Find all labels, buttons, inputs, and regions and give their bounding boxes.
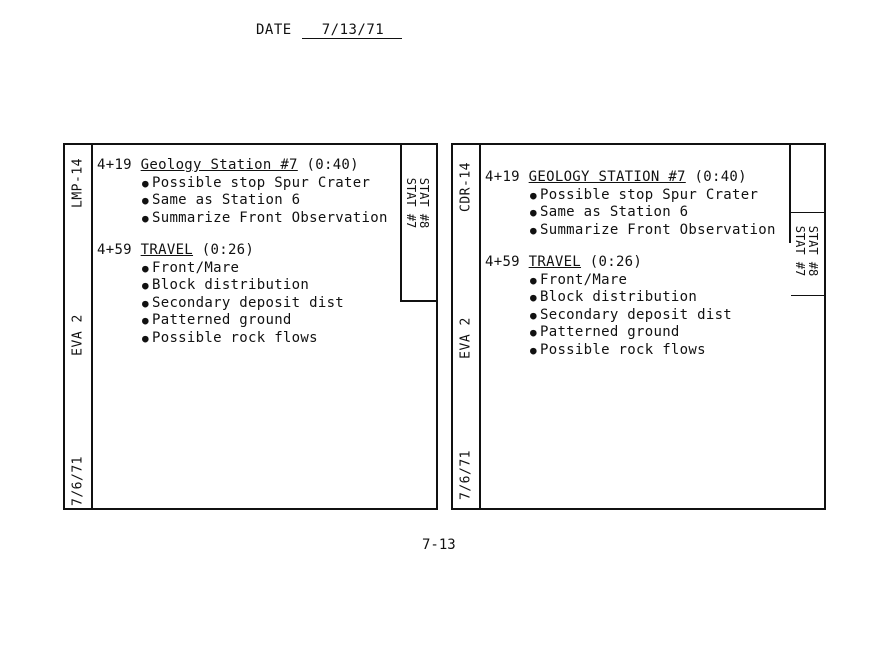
checklist-content [97, 157, 400, 362]
bullet-dot-icon: ● [530, 291, 537, 304]
list-item: ● Front/Mare [142, 259, 240, 276]
list-item: ● Possible stop Spur Crater [142, 174, 371, 191]
entry-title: TRAVEL [140, 242, 194, 258]
list-item: ● Same as Station 6 [530, 204, 689, 220]
list-item: ● Block distribution [142, 277, 310, 293]
checklist-content [485, 169, 788, 374]
station-tab [400, 145, 436, 302]
entry-duration: (0:26) [589, 254, 643, 270]
station-tab-label-8: STAT #8 [806, 225, 820, 277]
bullet-dot-icon: ● [142, 314, 149, 327]
bullet-dot-icon: ● [530, 343, 537, 357]
list-item: ● Possible rock flows [142, 329, 318, 346]
bullet-dot-icon: ● [530, 308, 537, 322]
station-tab-label-7: STAT #7 [793, 225, 807, 277]
entry-time: 4+19 [97, 157, 132, 173]
list-item: ● Summarize Front Observation [530, 221, 776, 238]
entry-title: TRAVEL [528, 254, 582, 270]
list-item: ● Possible rock flows [530, 341, 706, 358]
list-item: ● Block distribution [530, 289, 698, 305]
bullet-dot-icon: ● [530, 326, 537, 339]
list-item: ● Patterned ground [530, 324, 680, 340]
station-tab-label-7: STAT #7 [404, 177, 418, 229]
cdr-checklist-card [451, 143, 826, 510]
entry-duration: (0:26) [201, 242, 255, 258]
eva-label: EVA 2 [70, 314, 86, 356]
bullet-dot-icon: ● [530, 273, 537, 287]
station-tab-label-8: STAT #8 [417, 177, 431, 229]
entry-time: 4+59 [485, 254, 520, 270]
bullet-dot-icon: ● [530, 188, 537, 202]
bullet-dot-icon: ● [142, 296, 149, 310]
bullet-dot-icon: ● [530, 206, 537, 219]
date-value: 7/13/71 [302, 22, 403, 39]
list-item: ● Secondary deposit dist [142, 294, 345, 311]
bullet-dot-icon: ● [142, 211, 149, 225]
checklist-entry [97, 242, 400, 347]
eva-label: EVA 2 [458, 317, 474, 359]
checklist-entry [97, 157, 400, 227]
list-item: ● Patterned ground [142, 312, 292, 328]
strip-date-label: 7/6/71 [458, 450, 474, 500]
list-item: ● Front/Mare [530, 271, 628, 288]
bullet-dot-icon: ● [142, 194, 149, 207]
entry-duration: (0:40) [306, 157, 359, 173]
bullet-dot-icon: ● [142, 176, 149, 190]
page-number: 7-13 [422, 537, 456, 553]
entry-time: 4+59 [97, 242, 132, 258]
bullet-dot-icon: ● [142, 261, 149, 275]
crew-label: LMP-14 [70, 158, 86, 208]
lmp-checklist-card [63, 143, 438, 510]
strip-date-label: 7/6/71 [70, 456, 86, 506]
bullet-dot-icon: ● [142, 331, 149, 345]
crew-label: CDR-14 [458, 162, 474, 212]
station-tab [789, 145, 824, 277]
entry-duration: (0:40) [694, 169, 747, 185]
checklist-entry [485, 169, 788, 239]
side-strip [453, 145, 481, 508]
entry-title: GEOLOGY STATION #7 [528, 169, 686, 185]
list-item: ● Same as Station 6 [142, 192, 301, 208]
bullet-dot-icon: ● [142, 279, 149, 292]
entry-time: 4+19 [485, 169, 520, 185]
list-item: ● Secondary deposit dist [530, 306, 733, 323]
list-item: ● Summarize Front Observation [142, 209, 388, 226]
date-line [256, 22, 402, 39]
side-strip [65, 145, 93, 508]
bullet-dot-icon: ● [530, 223, 537, 237]
checklist-entry [485, 254, 788, 359]
date-label: DATE [256, 22, 292, 38]
list-item: ● Possible stop Spur Crater [530, 186, 759, 203]
entry-title: Geology Station #7 [140, 157, 298, 173]
